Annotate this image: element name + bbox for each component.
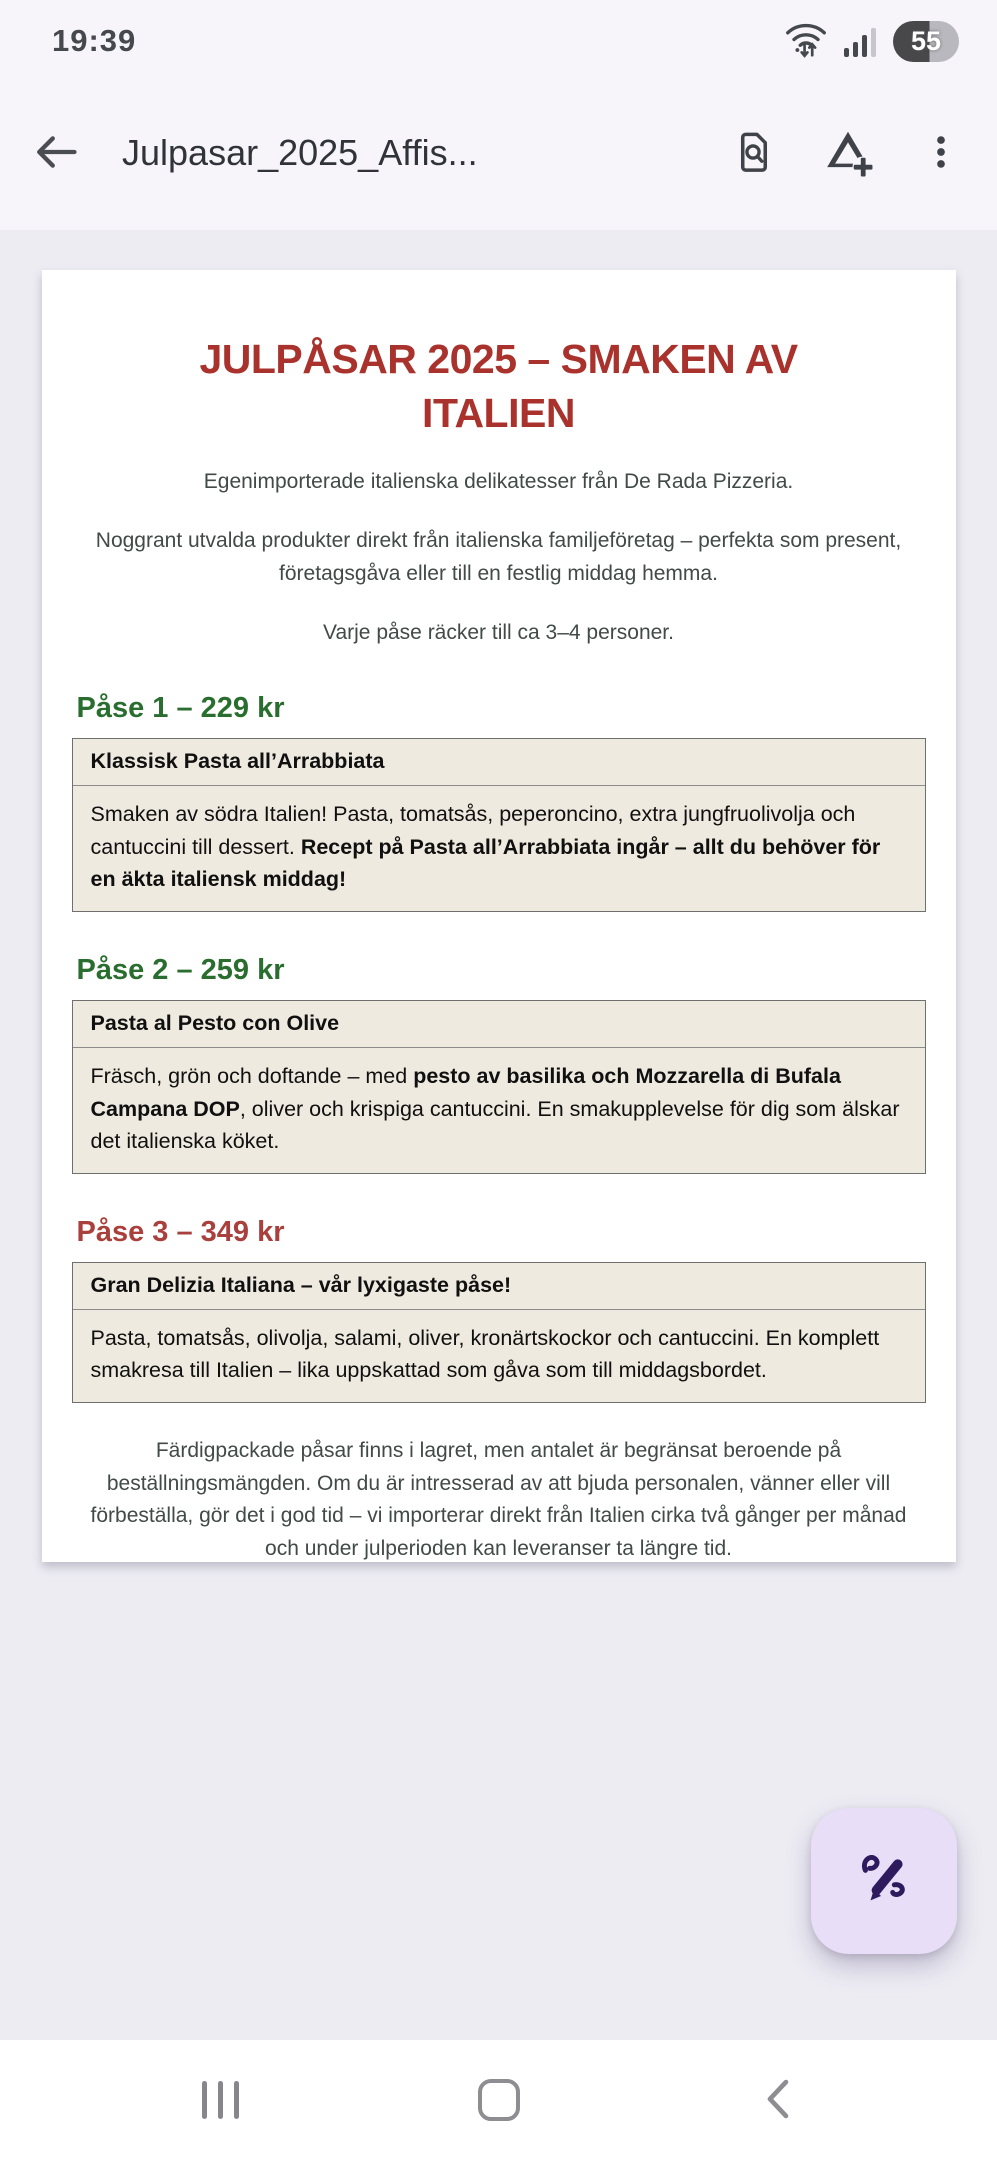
pase-2-box-body xyxy=(73,1048,925,1173)
app-bar xyxy=(0,76,997,230)
doc-intro-line-3: Varje påse räcker till ca 3–4 personer. xyxy=(323,621,674,645)
pase-3-box-body xyxy=(73,1310,925,1402)
battery-percent: 55 xyxy=(910,25,942,56)
more-options-button[interactable] xyxy=(919,130,963,177)
pase-1-box-title: Klassisk Pasta all’Arrabbiata xyxy=(73,739,925,786)
pase-1-body-bold: Recept på Pasta all’Arrabbiata ingår – allt du behöver för en äkta italiensk middag! xyxy=(90,834,881,892)
annotate-pen-icon xyxy=(851,1847,917,1916)
status-time: 19:39 xyxy=(52,23,137,58)
pase-2-heading: Påse 2 – 259 kr xyxy=(76,953,285,986)
find-in-document-button[interactable] xyxy=(730,128,777,178)
status-bar xyxy=(0,0,997,76)
more-options-icon xyxy=(919,130,963,177)
pase-3-box-title: Gran Delizia Italiana – vår lyxigaste påse! xyxy=(73,1263,925,1310)
doc-footer-paragraph: Färdigpackade påsar finns i lagret, men antalet är begränsat beroende på beställningsmängden. Om du är intresserad av att bjuda personalen, vänner eller vill förbeställa, gör det i god tid – vi importerar direkt från Italien cirka två gånger per månad och under julperioden kan leveranser ta längre tid. xyxy=(90,1439,907,1560)
pase-1-box-body xyxy=(73,786,925,911)
document-page xyxy=(42,270,956,1562)
app-bar-actions xyxy=(730,127,963,180)
home-button[interactable] xyxy=(468,2069,530,2131)
back-nav-button[interactable] xyxy=(746,2069,808,2131)
recents-icon xyxy=(202,2081,239,2119)
back-icon xyxy=(761,2075,793,2126)
pase-3-body-text: Pasta, tomatsås, olivolja, salami, oliver, kronärtskockor och cantuccini. En komplett smakresa till Italien – lika uppskattad som gåva som till middagsbordet. xyxy=(90,1325,880,1383)
pase-2-body-bold: pesto av basilika och Mozzarella di Bufala Campana DOP xyxy=(90,1063,841,1121)
doc-intro-line-1: Egenimporterade italienska delikatesser från De Rada Pizzeria. xyxy=(203,470,794,494)
pase-1-heading: Påse 1 – 229 kr xyxy=(76,692,285,725)
wifi-icon xyxy=(783,16,829,67)
add-to-drive-button[interactable] xyxy=(823,127,873,180)
pase-2-box-title: Pasta al Pesto con Olive xyxy=(73,1001,925,1048)
battery-indicator xyxy=(893,21,959,62)
home-icon xyxy=(478,2079,520,2121)
pase-1-box xyxy=(72,738,926,912)
pase-2-box xyxy=(72,1000,926,1174)
annotate-fab[interactable] xyxy=(811,1808,957,1954)
document-title-bar: Julpasar_2025_Affis... xyxy=(122,132,478,173)
pase-2-body-text: Fräsch, grön och doftande – med xyxy=(90,1063,414,1088)
recents-button[interactable] xyxy=(190,2069,252,2131)
pase-1-body-text: Smaken av södra Italien! Pasta, tomatsås, peperoncino, extra jungfruolivolja och cantuccini till dessert. xyxy=(90,801,856,859)
status-icons xyxy=(783,16,959,67)
add-to-drive-icon xyxy=(823,127,873,180)
pase-2-body-tail: , oliver och krispiga cantuccini. En smakupplevelse för dig som älskar det italienska köket. xyxy=(90,1096,900,1154)
back-arrow-icon xyxy=(30,126,82,181)
signal-strength-icon xyxy=(841,19,881,64)
pase-3-box xyxy=(72,1262,926,1403)
navigation-bar xyxy=(0,2040,997,2160)
doc-title: JULPÅSAR 2025 – SMAKEN AV ITALIEN xyxy=(199,336,798,437)
doc-intro-line-2: Noggrant utvalda produkter direkt från italienska familjeföretag – perfekta som present, företagsgåva eller till en festlig middag hemma. xyxy=(95,529,902,586)
pdf-viewer-canvas[interactable] xyxy=(0,230,997,2040)
pase-3-heading: Påse 3 – 349 kr xyxy=(76,1215,285,1248)
back-button[interactable] xyxy=(30,126,82,181)
find-in-document-icon xyxy=(730,128,777,178)
